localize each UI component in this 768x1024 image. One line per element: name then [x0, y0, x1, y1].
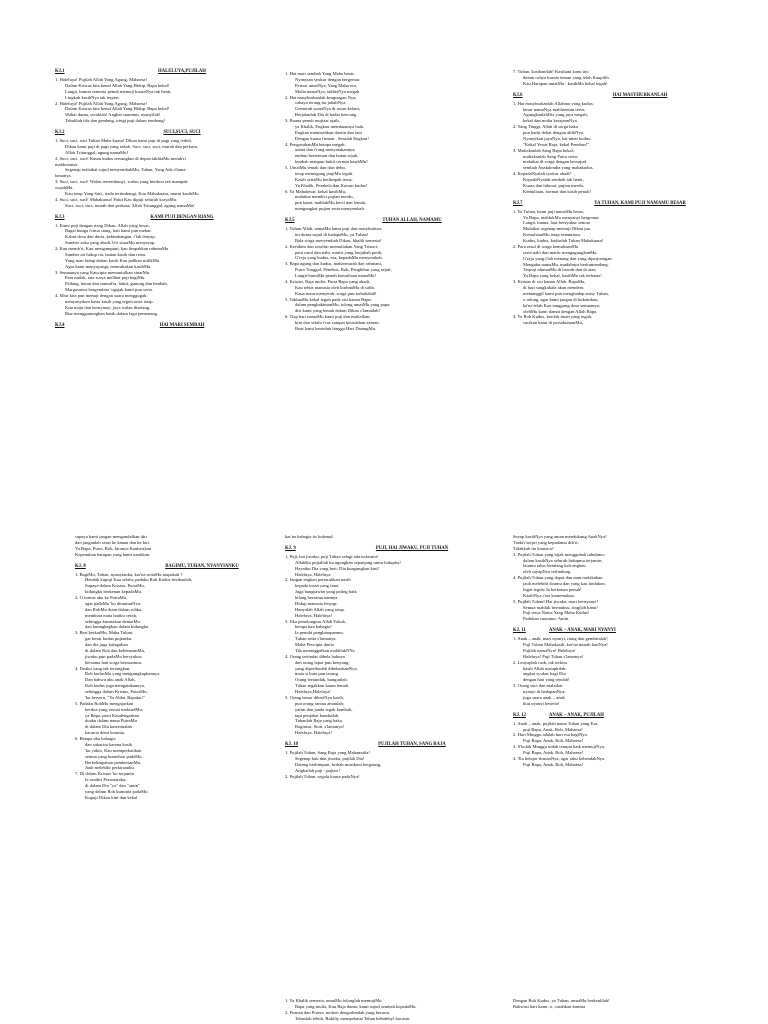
lyric-line: 4. 'Ka belajar firmanNya, agar tahu kehendakNya. [513, 755, 606, 761]
lyric-line: 1. Kami puji dengan riang Dikau, Allah yang besar; [55, 222, 150, 228]
lyric-line: Semua mahluk bermaksu, ringilah kami! [523, 604, 598, 610]
lyric-line: supaya kami jangan mengandalkan diri [75, 534, 147, 539]
lyric-line: Ia penuhi pengharapanmu, [295, 630, 344, 636]
hymn-number: KJ. 12 [513, 712, 527, 718]
lyric-line: 2. Hari Minggu adalah hari esa bagiNya, [513, 732, 588, 738]
hymn-title: PUJILAH TUHAN, SANG RAJA [378, 742, 446, 748]
hymn-title: ANAK – ANAK, PUJILAH [549, 712, 604, 718]
third-column-3 [513, 998, 731, 1010]
lyric-line: Tuhanlah Raja yang baka, [295, 718, 343, 724]
hymn-number: KJ. 11 [513, 628, 526, 634]
lyric-line: pun hadir dekat dengan ablitNya. [523, 130, 585, 136]
lyric-line: lembah maupun bukit cermin kasihMu! [295, 159, 368, 165]
lyric-line: KemuliaanMu tetap senantiasa. [523, 232, 581, 238]
lyric-line: 3. Semuanya yang Kaucipta memantulkan sinarMu. [55, 269, 151, 275]
hymn-section [75, 534, 293, 558]
lyric-line: Dengan Roh Kudus, ya Tuhan, umatMu berkenlilah! [513, 998, 610, 1003]
lyric-line: 2. Haleluya! Pujilah Allah Yang Agung, Mahaesa! [55, 100, 147, 106]
lyric-line: sembah Anakdomba yang mahakudus. [523, 165, 594, 171]
lyric-line: 4. Doaku yang tak tertangkan, [75, 665, 131, 671]
hymn-number: KJ.1 [55, 69, 65, 74]
lyric-line: Roh kudusMu yang mengungkapkannya [85, 671, 160, 677]
lyric-line: 4. Kristus, Raja mulia, Putra Bapa yang abadi, [285, 278, 371, 284]
hymn-number: KJ.2 [55, 130, 65, 136]
lyric-line: doaku dalam nama PutraMu [85, 718, 137, 724]
lyric-line: tapi penjahat kandaslah. [295, 712, 340, 718]
lyric-line: Tabuhlah tifa dan gendang, iringi puji dalam tembang! [65, 118, 166, 124]
lyric-line: AllahKu pujiallah ku agungkan sepanjang umur hidupku! [295, 559, 401, 565]
hymn-title: ANAK – ANAK, MARI NYANYI [549, 628, 616, 634]
hymn-header [285, 742, 503, 748]
lyric-line: 3. Muliakanlah Sang Bapa kekal; [513, 147, 575, 153]
lyric-line: 5. Padaku RohMu mengajarkan [75, 700, 134, 706]
lyric-line: betapa kau bahagia! [295, 624, 332, 630]
hymn-number: KJ.4 [55, 322, 65, 328]
lyric-line: Mulia namaNya, takhtaNya megah [295, 88, 360, 94]
hymn-section [55, 215, 273, 317]
lyric-line: 2. Hai masyhurkanlah keagungan Nya; [285, 94, 357, 100]
lyric-line: Tuhan tegakkan kaum lemah. [295, 683, 350, 689]
lyric-line: Bapa yang mulia, Kau Raja dunia; kami sujud sembah kepadaMu. [295, 1003, 417, 1009]
lyric-line: Orang tertunduk, bangunlah: [295, 677, 348, 683]
bottom-column-3 [513, 534, 731, 774]
lyric-line: Jauh melebihi perkiraanku. [85, 765, 135, 771]
lyric-line: Berjalanlah Dia di badai kencang. [295, 112, 358, 118]
lyric-line: 1. BagiMu, Tuhan, nyanyianku, kar'na setiaMu niapakah ? [75, 571, 183, 577]
lyric-line: 5. TakhtaMu kekal teguh pada sisi kanan Bapa; [285, 296, 372, 302]
lyric-line: embun bertetesan dan hutan sejuk, [295, 153, 359, 159]
lyric-line: 2. Kerubim dan serafim memuliakan Yang Trisuci; [285, 243, 379, 249]
hymn-section [513, 713, 731, 768]
lyric-line: 1. Anak – anak, mari nyanyi, riang dan gembiralah! [513, 636, 608, 642]
lyric-line: Bahwasi hari kami; o, curahkan karmia [513, 1003, 586, 1009]
lyric-line: Terpuji nhimatMu di bawah dan di atas; [523, 267, 597, 273]
lyric-line: 4. Orang tertindas dibela haknya [285, 653, 345, 659]
lyric-line: Dalam Kristus kita kenal Allah Yang Hidup, Bapa kekal! [65, 82, 170, 88]
hymn-number: KJ.7 [513, 200, 523, 206]
lyric-line: 1. Ya Khalik semesta, umatMu tolonglah memujiMu [285, 998, 382, 1003]
lyric-line: Puji Bapa, Anak, Roh, Mahaesa! [523, 761, 584, 767]
hymn-section [55, 69, 273, 124]
lyric-line: Para malak, tata surya melihat puji bagiMu. [65, 275, 146, 281]
lyric-line: 1. Ya Tuhan, kami puji namaMu besar, [513, 208, 585, 214]
lyric-line: 1. Suci, suci, suci Tuhan Maha kuasa! Dikau kami puji di pagi yang teduh. [55, 138, 192, 144]
lyric-line: Ingat teguh: Ia berkenan penuh! [523, 586, 582, 592]
lyric-line: Nyanyian syukur dengan bergemar. [295, 76, 361, 82]
lyric-line: pun orang rantau amanlah; [295, 700, 345, 706]
hymn-title: KAMI PUJI DENGAN RIANG [150, 214, 214, 220]
lyric-line: G'reja yang t'lah menang dan yang diperjuangan [523, 255, 612, 261]
lyric-line: agar padaMu 'ku dituntunNya: [85, 600, 142, 606]
hymn-number: KJ.3 [55, 214, 65, 220]
lyric-line: ya Khalik, Engkau membuatnya baik. [295, 123, 365, 129]
bottom-column-1 [75, 534, 293, 807]
lyric-line: 1. Tuhan Allah, namaMu kami puji dan masyhurkan; [285, 226, 383, 232]
lyric-line: karunia demi karunia. [85, 730, 126, 736]
lyric-line: ini dunia sujud di hadapaMu, ya Tuhan! [295, 231, 369, 237]
lyric-line: dalam cahya kurnia teman yang telah Kaupilih. [523, 74, 610, 80]
lyric-line: malaikat di sorga dengan bersujud [523, 159, 586, 165]
lyric-line: berdoa yang sesuai maksudMu; [85, 706, 144, 712]
lyric-line: yang dipertbudak dibebaskanNya, [295, 665, 358, 671]
lyric-line: mengungkat pujian serta menyembah. [295, 206, 365, 212]
lyric-line: jiwaku pun padaMu bersyukur, [85, 653, 143, 659]
lyric-line: bersama hati sorga bermasmur. [85, 659, 143, 665]
hymn-number: KJ.5 [285, 218, 295, 223]
lyric-line: AgungkanlahDia yang jaya megah; [523, 112, 588, 118]
lyric-line: Dengan kuasa firman : Seazlah Engkau! [295, 135, 369, 141]
lyric-line: o tolong, agar kami jangan di hukumkan, [523, 296, 599, 302]
lyric-line: KepadaNyalah sembah tak henti, [523, 177, 584, 183]
lyric-line: 7. Di dalam Kristus 'ku terjamin [75, 771, 135, 777]
lyric-line: 2. Yang Tinggi, Allah di sorga baka [513, 124, 578, 130]
lyric-line: 1. Hai masyhurkanlah Allahmu yang kudus: [513, 100, 594, 106]
hymn-number: KJ.6 [513, 92, 523, 98]
lyric-line: 1. Anak – anak, pujilah nama Tuhan yang Esa, [513, 720, 599, 726]
lyric-line: 3. Buana penuh mujizat ajaib, [285, 118, 340, 123]
lyric-line: 'ku yakin, Kau memperhatikan [85, 747, 142, 753]
lyric-line: 'ku berseru, "Ya Abba, Bapaku!" [85, 694, 145, 700]
lyric-line: Segenap malaikat sujud menyembahMu, Tuhan, Yang Ada s'lama- [65, 167, 187, 173]
lyric-line: jauh melebihi doamu dan yang kau tindukan. [523, 581, 606, 586]
lyric-line: mata si buta pun terang. [295, 671, 340, 677]
lyric-line: Haleluya,Haleluya! [295, 689, 331, 695]
lyric-line: malaikat memb'ri pujian merdu, [295, 194, 354, 200]
lyric-line: Pujilah namaNya! Haleluya! [523, 647, 576, 653]
lyric-line: pun kami, mahlukMu kecil dan lemah, [295, 200, 367, 206]
lyric-line: di dalam Dia "ya" dan "amin" [85, 783, 140, 789]
lyric-line: Ya Bapa, mahlukMu menyanyi bergemar. [523, 214, 600, 220]
lyric-line: sehingga kurasakan damaiMu [85, 618, 140, 624]
lyric-line: cahaya terang itu jubahNya. [295, 100, 347, 106]
lyric-line: serta nabi dan martir mengagungkanMu. [523, 249, 598, 255]
lyric-line: 3. S'kolah Minggu indah tempat baik memujiNya, [513, 744, 605, 750]
lyric-line: Perisai umatNya, Yang Maha esa, [295, 82, 357, 88]
hymn-header [55, 130, 273, 136]
lyric-line: Kepenuhan harapan yang kami nantikan. [75, 551, 151, 557]
lyric-line: 3. Orang suci dan malaikat [513, 683, 563, 689]
hymn-section [55, 130, 273, 209]
hymn-header [55, 323, 273, 329]
lyric-line: udara dan t'rang menyatakannya, [295, 147, 356, 153]
lyric-line: Bagai bunga t'rima siang, hati kami pun mekar. [65, 228, 152, 234]
hymn-section [285, 742, 503, 779]
lyric-line: Buat kami berteduh hingga Hari DatangMu. [295, 325, 377, 331]
hymn-title: HALELUYA,PUJILAH [158, 69, 206, 74]
lyric-line: angkat syukur bagi Dia [523, 671, 566, 677]
lyric-line: muliakanlah Sang Putra serta; [523, 153, 578, 159]
lyric-line: Biar menggunungkan kasih dalam lagu pemenang. [65, 310, 159, 316]
hymn-header [285, 546, 503, 552]
hymn-section [513, 628, 731, 707]
hymn-section [75, 564, 293, 801]
lyric-line: olehMu kami damai dengan Allah Bapa. [523, 308, 598, 314]
lyric-line: 2. Firman dan Putera, mohon dengarkanlah yang berseru. [285, 1009, 391, 1015]
lyric-line: Puji Tuhan Mahakasih, kar'na murah hatiNya! [523, 642, 608, 648]
lyric-line: 3. Jika penolongmu Allah Yakub, [285, 618, 347, 624]
lyric-line: Ya Khalik, Pembela dan Kawan kudus! [295, 182, 368, 188]
third-column-2 [285, 998, 503, 1022]
lyric-line: Margasatwa bergembira 'ngajak kami pun serta. [65, 287, 153, 293]
lyric-line: Kita maju dan bernyanyi, jaya walau disetang, [65, 304, 151, 310]
lyric-line: besar namaNya mahluentun terus. [523, 106, 586, 112]
lyric-line: Haleluya, Haleluya! [295, 612, 332, 618]
lyric-line: Sayap kasihNya yang aman mendukung AnakNya! [513, 534, 607, 539]
lyric-line: Putra Tunggal, Penebus, Roh, Penghibur yang sejati, [295, 267, 392, 273]
lyric-line: 4. KepadaNyalah syukur abadi! [513, 171, 572, 177]
lyric-line: mahkotanya [55, 161, 78, 167]
lyric-line: 2. Lenyaplah rusk, tak terkira [513, 659, 568, 665]
lyric-line: Maha Pencipta dunia [295, 642, 334, 648]
lyric-line: Puji Bapa, Anak, Roh, Mahaesa! [523, 750, 584, 756]
lyric-line: Kemuliaan, hormat dan kasih penuh! [523, 188, 591, 194]
lyric-line: Dikau kami puji di pagi yang teduh. Suci, suci, suci, murah dan perkasa, [65, 143, 199, 149]
lyric-line: Wahai dunia, soraklah! Angkat suaramu, nyanyilah! [65, 112, 161, 118]
lyric-line: oleh sayapNya terlindung. [523, 569, 572, 575]
hymn-section [513, 534, 731, 622]
lyric-line: 7. Tuhan, kasihanilah! Kasihani kami ini; [513, 69, 589, 74]
lyric-line: dan sukacita karena kasih [85, 741, 133, 747]
hymn-section [285, 218, 503, 332]
lyric-line: Suci, suci, suci, murah dan perkasa, Allah Tritunggal, agung namaMu! [65, 202, 195, 208]
lyric-line: ikut nyanyi besertа! [523, 700, 560, 706]
lyric-line: 3. Kristus di sisi kanan Allah, BapaMu, [513, 279, 586, 285]
top-column-2 [285, 71, 503, 338]
hymn-header [513, 93, 731, 99]
hymn-title: PUJI, HAI JIWAKU, PUJI TUHAN [375, 545, 449, 551]
hymn-title: HAI MASYHURKANLAH [612, 92, 668, 98]
lyric-line: 1. Haleluya! Pujilah Allah Yang Agung, Mahaesa! [55, 77, 147, 83]
lyric-line: kekal dan mulia kerajaanNya. [523, 118, 578, 124]
hymn-section [513, 69, 731, 87]
lyric-line: Haleluya, Haleluya [295, 571, 331, 577]
lyric-line: 2. O turnus aku ke PutraMu, [75, 595, 128, 601]
hymn-header [285, 218, 503, 224]
lyric-line: menyanyikan kasta kasih yang teguh serta tetap. [65, 298, 154, 304]
lyric-line: 4. Pujilah Tuhan yang dapat dan mau melakukan [513, 575, 603, 581]
lyric-line: kini dan selalu t'rus sampai kesudahan zaman. [295, 320, 380, 326]
lyric-line: 6. Betapa aku bahagia [75, 736, 116, 742]
lyric-line: 6. Ya Mahabesar, kekal kasihMu, [285, 188, 347, 194]
lyric-line: 3. Beri berkatMu, Maha Tuhan, [75, 630, 134, 636]
lyric-line: Haleluya! Puji Tuhan s'lamanya! [523, 653, 584, 659]
lyric-line: Juga bangsawan yang paling baik [295, 589, 357, 595]
lyric-line: Kau Harapan umatMu : kasihMu kekal teguh! [523, 80, 608, 86]
hymn-section [513, 93, 731, 195]
lyric-line: juga suara anak – anak [523, 694, 565, 700]
lyric-line: Sumber suka yang abadi, b'ri sinarMu menyerap. [65, 240, 156, 246]
hymn-title: BAGIMU, TUHAN, NYANYIANKU [165, 563, 239, 569]
lyric-line: Ya Bapa yang kekal, kasihMu tak terbatas! [523, 273, 602, 279]
lyric-line: sucikan kami di persekutuanMu, [523, 320, 583, 326]
lyric-line: Tiada'r'an'pri yang kepadamu dib'ri; [513, 539, 579, 545]
hymn-section [285, 546, 503, 736]
lyric-line: sehingga dalam Kristus, PutraMu, [85, 689, 148, 695]
lyric-line: 2. Pujilah Tuhan, segala kuasa padaNya! [285, 773, 360, 779]
hymn-title: HAI MARI SEMBAH [159, 322, 205, 328]
hymn-header [513, 713, 731, 719]
lyric-line: Segenap hati dan jiwaku, pujilah Dia! [295, 755, 365, 761]
hymn-section [285, 71, 503, 212]
hymn-header [513, 628, 731, 634]
lyric-line: 4. PengasuhanMu betapa megah: [285, 141, 346, 147]
lyric-line: Ya Bapa, Putra, Roh, kiranya Kauberikan [75, 545, 152, 551]
lyric-line: Hidup manusia lenyap; [295, 600, 338, 606]
lyric-line: Dan bahwa aku anak Allah, [85, 677, 136, 683]
lyric-line: di dalam Roh dan kebenaranMu, [85, 647, 146, 653]
lyric-line: para rasul dan nabi, martir yang berjubah putih, [295, 249, 383, 255]
lyric-line: dan dia juga kulagukan [85, 642, 128, 648]
lyric-line: 1. Pujilah Tuhan, Sang Raja yang Mahamulia! [285, 750, 370, 756]
lyric-line: dalam penghakimanMu, tolong umatMu yang papa: [295, 302, 391, 308]
lyric-line: dan orang lapar pun kenyang; [295, 659, 350, 665]
lyric-line: Padang, hutan dan samud'ra, bukit, gunung dan lembah, [65, 281, 168, 287]
lyric-line: hilang bersama nannya. [295, 595, 339, 601]
lyric-line: Tebuslah tebith, Bukiliy mempehatat Tahan kebabihyl bacasm. [295, 1015, 411, 1021]
lyric-line: gar besar kudus pujianku, [85, 636, 133, 642]
lyric-line: nyanyi di hadapanNya; [523, 689, 566, 695]
lyric-line: Kau tetap Yang Suci, tiada tertimbangi, Kau Mahakuasa, murni kasihMu [65, 190, 199, 196]
lyric-line: 5. Pujilah Tuhan! Hai jiwaku, mari bernyanyi! [513, 598, 598, 604]
lyric-line: Padukan suaramu: Amin. [523, 616, 570, 622]
top-column-3 [513, 69, 731, 332]
lyric-line: Hendak kupuji Kau selalu; padaku Roh Kudus berikanlah, [85, 577, 193, 583]
lyric-line: 5. Orang benar dihertNya kasih, [285, 694, 344, 700]
lyric-line: 4. Ya Roh Kudus, berilah iman yang teguh, [513, 314, 593, 320]
lyric-line: Kuasa dan hikmat, pujian merdu, [523, 182, 584, 188]
lyric-line: dalam kasihNya seluruh hidupmu terjamin; [523, 557, 603, 563]
lyric-line: lamanya. [55, 173, 72, 179]
lyric-line: di dalam Dia kuterimalah [85, 724, 132, 730]
lyric-line: Angkatlah puji - pujian ! [295, 767, 341, 773]
hymn-number: KJ. 8 [75, 563, 86, 569]
lyric-line: Supaya dalam Kristus, PutraMu, [85, 583, 145, 589]
lyric-line: Sumber air hidup ria, lautan kasih dan restu. [65, 251, 147, 257]
lyric-line: Mengaku namaMu, mudahnya berkumandang. [523, 261, 609, 267]
lyric-line: kasih Allah matapkilah: [523, 665, 567, 671]
lyric-line: ka'ne telah Kau tanggung dosa semuanya; [523, 302, 600, 308]
lyric-line: Kupuji Dikau kini dan kekal [85, 794, 138, 800]
lyric-line: membuat mata batiku cerah, [85, 612, 138, 618]
lyric-line: Lingkah kasihNya tak terperi. [65, 94, 120, 100]
hymn-header [55, 69, 273, 75]
lyric-line: lautmu tahu: betulang kali engkau [523, 563, 586, 569]
lyric-line: tetap memegang janjiMu teguh. [295, 170, 354, 176]
lyric-line: Baginisu, Sion, s'lamanya! [295, 724, 345, 730]
hymn-section [285, 534, 503, 540]
lyric-line: Roh kudus juga mengatakannya, [85, 683, 145, 689]
hymn-section [55, 323, 273, 329]
lyric-line: Dalam Kristus kita kenal Allah Yang Hidup, Bapa kekal! [65, 106, 170, 112]
top-column-1 [55, 69, 273, 335]
hymn-title: SUCI,SUCI, SUCI [163, 130, 201, 136]
lyric-line: Allah Tritunggal, agung namaMu! [65, 149, 129, 155]
lyric-line: Tak meninggalkan makhlukNYa. [295, 647, 356, 653]
lyric-line: 2. Kau memb'ri, Kau mengampuni, kau limpahkan rahmatMu [55, 246, 169, 252]
lyric-line: 5. UmatMu lemah dan dari debu, [285, 165, 346, 170]
lyric-line: Ia sendiri Perantaraku; [85, 777, 127, 783]
lyric-line: Hanyalah Allah yang tetap. [295, 606, 346, 612]
lyric-line: Kabut dosa dan duria, kebimbangan, t'lah lenyap. [65, 234, 156, 240]
lyric-line: dengan hati yang rendah! [523, 677, 570, 683]
lyric-line: Kasih setiaMu berlimpah terus, [295, 176, 353, 182]
lyric-line: Agar kami menyayangi, memuliakan kasihMu. [65, 263, 152, 269]
lyric-line: 2. Jangan engkau pertaruhkan nasib [285, 577, 351, 583]
lyric-line: dan janganlah sesat ke kanan dan ke kiri. [75, 539, 151, 545]
lyric-line: Puji Bapa, Anak, Roh, Mahaesa! [523, 738, 584, 744]
lyric-line: 4. Mari kita pun menuji dengan suara menggugah, [55, 293, 148, 299]
lyric-line: semua yang kumohon padaMu. [85, 753, 143, 759]
lyric-line: wajahMu, [55, 185, 74, 191]
lyric-line: 3. Pujilah Tuhan yang bijak menggubah tubuhmu; [513, 551, 606, 557]
lyric-line: diri kami yang lemah dalam Dikau s'lamatlah! [295, 308, 381, 314]
lyric-line: kar'na bahagia tis kukenal. [285, 534, 334, 539]
lyric-line: G'reja yang kudus, esa, kepadaMu menyembah. [295, 255, 383, 261]
bottom-column-2 [285, 534, 503, 785]
lyric-line: Engkau memisahkan daratn dan laut [295, 129, 362, 135]
lyric-line: Hayatku Dia yang beri: Dia kuagungkan kini! [295, 565, 380, 571]
lyric-line: Mulaikat segenap memuji Dikau jua. [523, 226, 591, 232]
hymn-number: KJ. 9 [285, 545, 296, 551]
lyric-line: Tidakkah itu kauraca? [513, 545, 554, 551]
lyric-line: 1. Puji, hai jiwaku, puji Tuhan selagi ada nafasmu! [285, 553, 379, 559]
hymn-number: KJ. 10 [285, 742, 299, 748]
lyric-line: Langit, bumia semesta penuh memuji kuasaNya tak henti, [65, 88, 172, 94]
lyric-line: 2. Suci, suci, suci! Kaum kudus tersungkur di depan takhtaMu memb'ri [55, 155, 186, 161]
lyric-line: Bala sorga menyembah Dikau, khalik semesta! [295, 237, 382, 243]
lyric-line: Puji terus Nama Yang Maha Kudus! [523, 610, 590, 616]
lyric-line: Yang mau hidup dalam kasih Kau jadikan milikMu [65, 257, 160, 263]
lyric-line: Langit-bumiMu penuh kemuliaan namaMu! [295, 273, 377, 279]
lyric-line: Berkelimpahan pemberianMu, [85, 759, 142, 765]
lyric-line: Gemuruh suaraNya di awan kelam; [295, 106, 361, 112]
lyric-line: 6. Tiap hari namaMu kami puji dan mulialkan, [285, 314, 371, 320]
lyric-line: Kaua maut menyerah, sorga pun terbukalah! [295, 290, 377, 296]
lyric-line: Haleluya, Haleluya! [295, 730, 332, 736]
lyric-line: 1. Hai mari sembah Yang Maha besar, [285, 71, 355, 76]
lyric-line: 4. Suci, suci, suci! Mahakuasa! Patut Kau dipuji seluruh karyaMu. [55, 196, 178, 202]
hymn-header [55, 215, 273, 221]
lyric-line: Kau tebus manusia oleh kurbanMu di salib. [295, 284, 375, 290]
lyric-line: "Kekal Yesus Raja, kekal Penebus!" [523, 141, 590, 147]
lyric-line: memanggil kami pun menghadap arasy Tuhan, [523, 290, 609, 296]
lyric-line: ya Bapa, pasti Kaudengarkan [85, 712, 139, 718]
hymn-section [513, 201, 731, 327]
lyric-line: dan RohMu diam dalam rohku, [85, 606, 143, 612]
lyric-line: 3. Suci, suci, suci! Walau tersembunyi, walau yang berdosa tak mampak [55, 179, 188, 185]
lyric-line: 3. Bapa agung dan kudus, maharmurah dan rahmani, [285, 261, 382, 267]
lyric-line: dan kuungkapkan dalam kidungku [85, 624, 149, 630]
hymn-header [513, 201, 731, 207]
lyric-line: kidungku berkenan kepadaMu. [85, 589, 143, 595]
lyric-line: 2. Para rasul di sorga kemuliaanMu [513, 243, 579, 249]
hymn-title: YA TUHAN, KAMI PUJI NAMAMU BESAR [594, 200, 686, 206]
lyric-line: KasihNya t'rus kautemukan. [523, 592, 575, 598]
lyric-line: Langit, buana, laut bersyukur semua [523, 220, 590, 226]
lyric-line: yang dalam Roh kuminta padaMu [85, 788, 148, 794]
lyric-line: Nyanyikan jayaNya, hai umat kudus: [523, 135, 592, 141]
hymn-header [75, 564, 293, 570]
lyric-line: yatim dan janda tegak kembali, [295, 706, 353, 712]
lyric-line: di hari sangkakala akan menderu [523, 285, 584, 291]
lyric-line: Datang berhimpun, briliah musikmu bergaung, [295, 761, 382, 767]
lyric-line: Tuhan setia s'lamanya. [295, 636, 337, 642]
lyric-line: Kudus, kudus, kuduslah Tuhan Mahakuasa! [523, 238, 604, 244]
lyric-line: kepada insan yang fana. [295, 583, 340, 589]
hymn-title: TUHAN ALLAH, NAMAMU [382, 218, 442, 223]
lyric-line: puji Bapa, Anak, Roh, Mahaesa! [523, 726, 583, 732]
